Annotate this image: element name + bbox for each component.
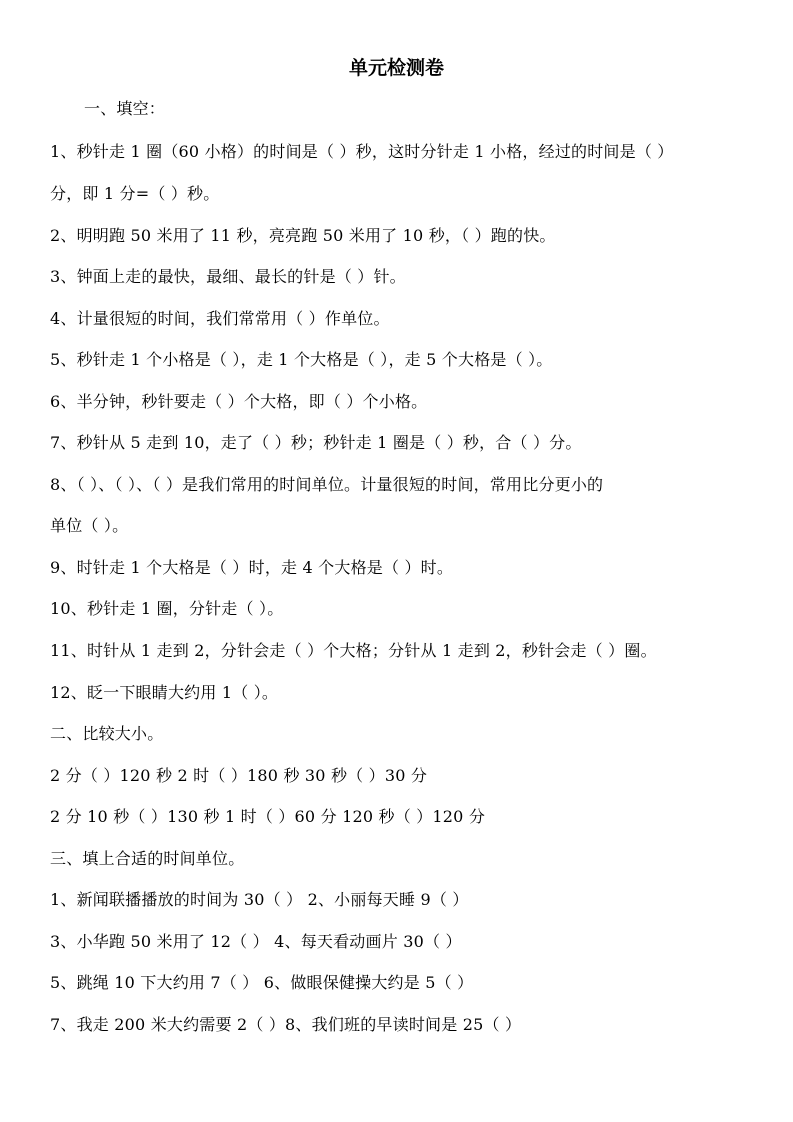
unit-line: 5、跳绳 10 下大约用 7（ ） 6、做眼保健操大约是 5（ ）: [50, 973, 474, 992]
unit-line: 3、小华跑 50 米用了 12（ ） 4、每天看动画片 30（ ）: [50, 932, 462, 951]
compare-line: 2 分（ ）120 秒 2 时（ ）180 秒 30 秒（ ）30 分: [50, 766, 428, 785]
section3-heading: 三、填上合适的时间单位。: [50, 849, 245, 868]
question-line: 11、时针从 1 走到 2，分针会走（ ）个大格；分针从 1 走到 2，秒针会走（ ）圈。: [50, 641, 657, 660]
question-line: 3、钟面上走的最快，最细、最长的针是（ ）针。: [50, 267, 406, 286]
question-line: 6、半分钟，秒针要走（ ）个大格，即（ ）个小格。: [50, 392, 428, 411]
question-line: 9、时针走 1 个大格是（ ）时，走 4 个大格是（ ）时。: [50, 558, 454, 577]
question-line: 7、秒针从 5 走到 10，走了（ ）秒；秒针走 1 圈是（ ）秒，合（ ）分。: [50, 433, 582, 452]
compare-line: 2 分 10 秒（ ）130 秒 1 时（ ）60 分 120 秒（ ）120 分: [50, 807, 486, 826]
section2-heading: 二、比较大小。: [50, 724, 164, 743]
question-line: 8、（ ）、（ ）、（ ）是我们常用的时间单位。计量很短的时间，常用比分更小的: [50, 475, 604, 494]
question-line: 12、眨一下眼睛大约用 1（ ）。: [50, 683, 279, 702]
question-line: 2、明明跑 50 米用了 11 秒，亮亮跑 50 米用了 10 秒，（ ）跑的快。: [50, 226, 556, 245]
question-line: 5、秒针走 1 个小格是（ ），走 1 个大格是（ ），走 5 个大格是（ ）。: [50, 350, 553, 369]
question-line: 单位（ ）。: [50, 516, 129, 535]
question-line: 1、秒针走 1 圈（60 小格）的时间是（ ）秒，这时分针走 1 小格，经过的时间是（ ）: [50, 142, 674, 161]
section1-heading: 一、填空：: [84, 99, 166, 118]
question-line: 10、秒针走 1 圈，分针走（ ）。: [50, 599, 284, 618]
unit-line: 1、新闻联播播放的时间为 30（ ） 2、小丽每天睡 9（ ）: [50, 890, 469, 909]
unit-line: 7、我走 200 米大约需要 2（ ）8、我们班的早读时间是 25（ ）: [50, 1015, 522, 1034]
question-line: 4、计量很短的时间，我们常常用（ ）作单位。: [50, 309, 390, 328]
page-title: 单元检测卷: [348, 57, 444, 79]
question-line: 分，即 1 分=（ ）秒。: [50, 184, 220, 203]
